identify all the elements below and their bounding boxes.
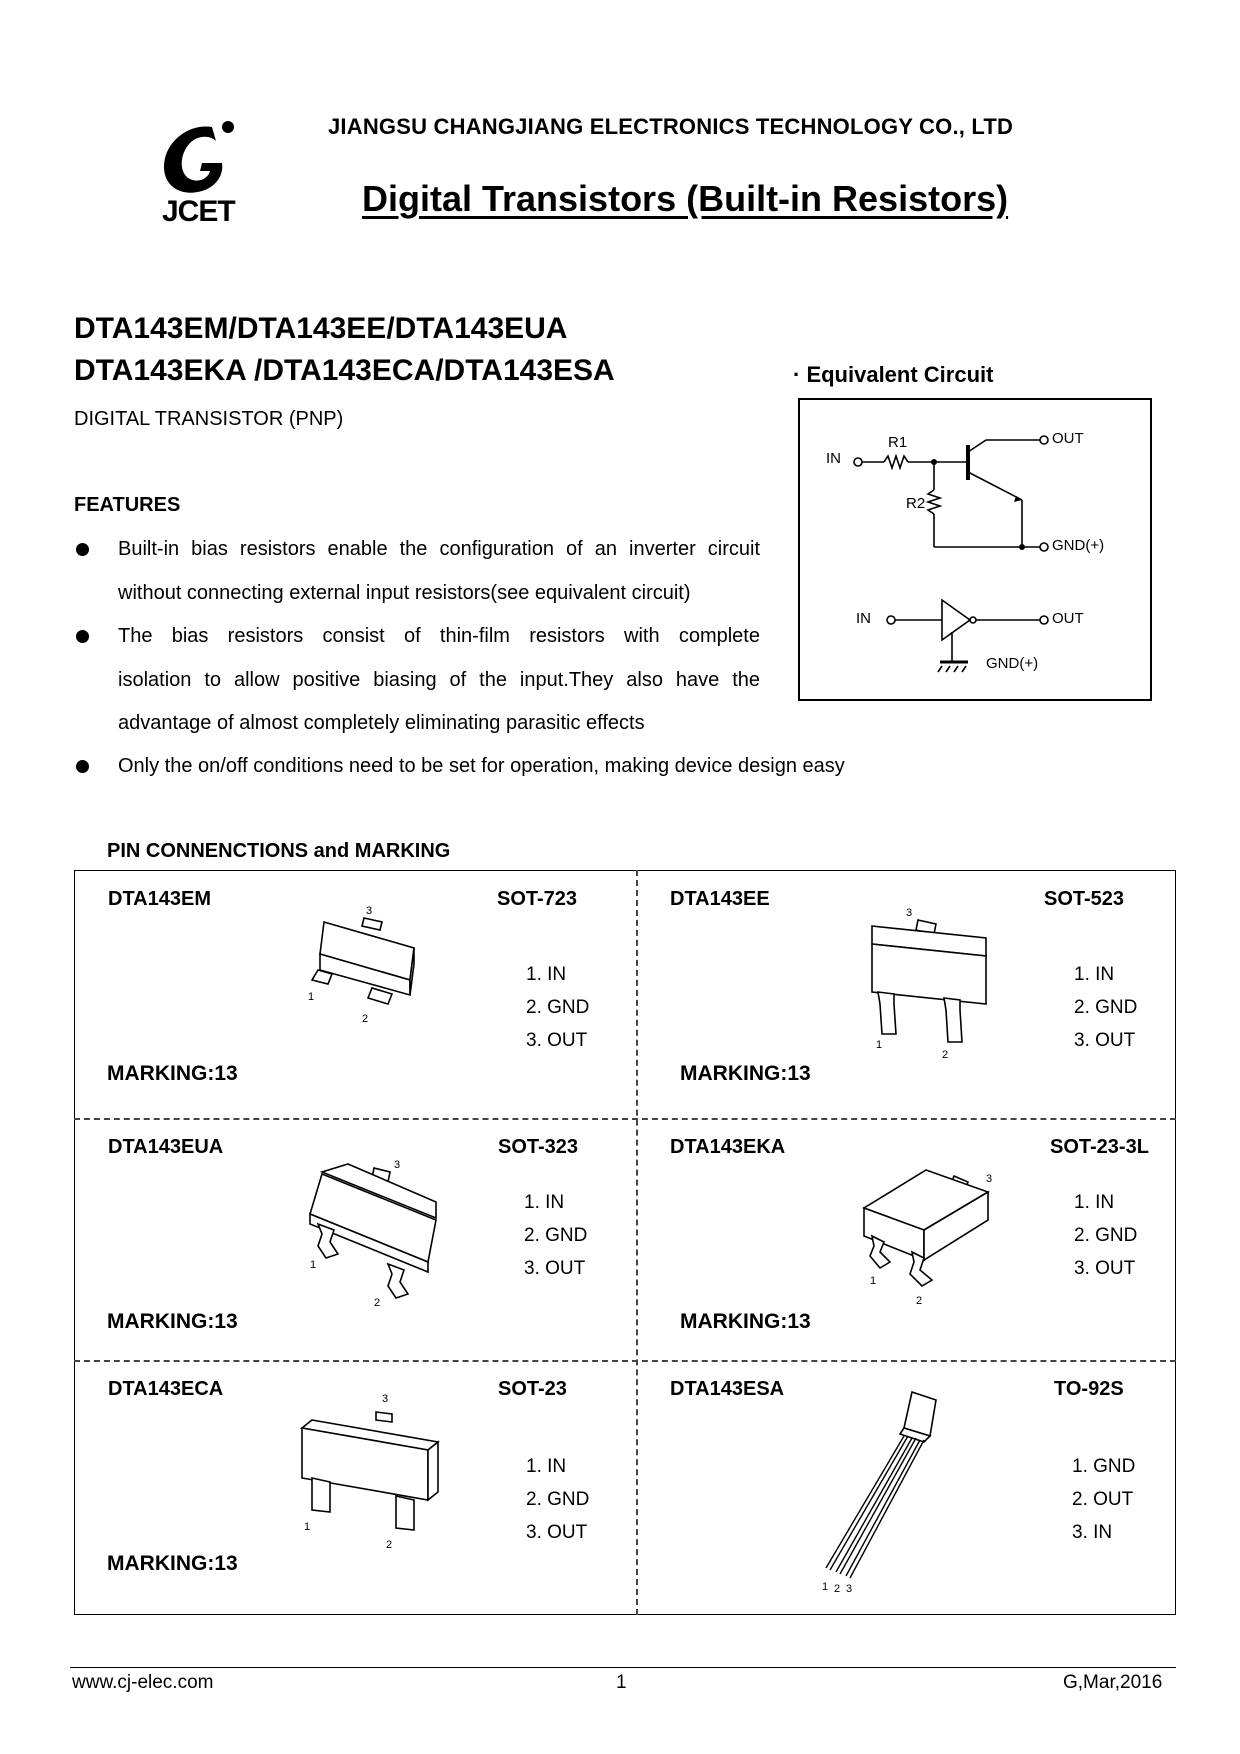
- pin-cell-dta143em: [74, 870, 624, 1110]
- features-heading: FEATURES: [74, 494, 181, 516]
- marking-code: MARKING:13: [680, 1310, 811, 1333]
- pin-connections-heading: PIN CONNENCTIONS and MARKING: [107, 840, 451, 862]
- to92s-package-icon: [816, 1388, 946, 1598]
- footer-website-link[interactable]: www.cj-elec.com: [72, 1672, 214, 1693]
- pin-1: 1. IN: [1074, 1192, 1115, 1213]
- sot23-package-icon: [268, 1382, 458, 1552]
- pin-1: 1. IN: [526, 1456, 567, 1477]
- svg-text:2: 2: [834, 1583, 841, 1595]
- pin-list: [526, 1450, 589, 1549]
- footer-divider: [70, 1667, 1176, 1668]
- bullet-icon: [76, 630, 89, 643]
- feature-line: The bias resistors consist of thin-film resistors with complete: [118, 625, 760, 647]
- inverter-in-label: IN: [856, 610, 871, 627]
- svg-text:1: 1: [308, 991, 315, 1003]
- pin-list: [1074, 958, 1137, 1057]
- pin-1: 1. IN: [524, 1192, 565, 1213]
- feature-item: [74, 528, 1004, 616]
- pin-3: 3. OUT: [524, 1258, 586, 1279]
- document-title: Digital Transistors (Built-in Resistors): [362, 178, 1009, 219]
- pin-cell-dta143eka: [636, 1118, 1186, 1358]
- jcet-logo: [150, 105, 270, 230]
- part-number: DTA143EUA: [108, 1136, 224, 1158]
- svg-text:1: 1: [304, 1521, 311, 1533]
- sot23-3l-package-icon: [836, 1138, 1016, 1308]
- sot323-package-icon: [278, 1138, 448, 1308]
- svg-text:3: 3: [846, 1583, 853, 1595]
- marking-code: MARKING:13: [107, 1552, 238, 1575]
- svg-text:3: 3: [394, 1159, 401, 1171]
- pin-2: 2. GND: [524, 1225, 588, 1246]
- feature-line: Only the on/off conditions need to be set for operation, making device design easy: [118, 755, 845, 777]
- feature-item: [74, 745, 1004, 789]
- svg-text:3: 3: [986, 1173, 993, 1185]
- feature-line: isolation to allow positive biasing of the input.They also have the: [118, 668, 760, 691]
- pin-cell-dta143eua: [74, 1118, 624, 1358]
- pin-cell-dta143esa: [636, 1360, 1186, 1600]
- feature-line: advantage of almost completely eliminating parasitic effects: [118, 712, 645, 734]
- svg-text:1: 1: [822, 1581, 829, 1593]
- package-name: SOT-323: [498, 1136, 579, 1158]
- pin-3: 3. OUT: [526, 1522, 588, 1543]
- feature-item: [74, 615, 1004, 747]
- pin-2: 2. GND: [1074, 997, 1138, 1018]
- pin-3: 3. OUT: [526, 1030, 588, 1051]
- pin-2: 2. GND: [526, 1489, 590, 1510]
- pin-2: 2. OUT: [1072, 1489, 1134, 1510]
- part-number: DTA143EKA: [670, 1136, 786, 1158]
- part-number: DTA143EE: [670, 888, 770, 910]
- pin-cell-dta143eca: [74, 1360, 624, 1600]
- svg-text:3: 3: [382, 1393, 389, 1405]
- page-number: 1: [616, 1672, 627, 1693]
- marking-code: MARKING:13: [107, 1310, 238, 1333]
- pin-3: 3. IN: [1072, 1522, 1113, 1543]
- svg-text:2: 2: [374, 1297, 381, 1308]
- product-subtitle: DIGITAL TRANSISTOR (PNP): [74, 408, 344, 430]
- equivalent-circuit-label: · Equivalent Circuit: [793, 362, 994, 387]
- pin-2: 2. GND: [1074, 1225, 1138, 1246]
- pin-list: [526, 958, 589, 1057]
- pin-1: 1. IN: [1074, 964, 1115, 985]
- svg-text:2: 2: [386, 1539, 393, 1551]
- company-name: JIANGSU CHANGJIANG ELECTRONICS TECHNOLOGY CO., LTD: [328, 114, 1014, 139]
- sot523-package-icon: [836, 900, 1006, 1070]
- circuit-r1-label: R1: [888, 434, 908, 451]
- pin-1: 1. IN: [526, 964, 567, 985]
- part-numbers-line-1: DTA143EM/DTA143EE/DTA143EUA: [74, 312, 568, 345]
- svg-text:2: 2: [916, 1295, 923, 1307]
- package-name: TO-92S: [1054, 1378, 1124, 1400]
- feature-line: Built-in bias resistors enable the configuration of an inverter circuit: [118, 538, 760, 560]
- pin-list: [524, 1186, 587, 1285]
- feature-line: without connecting external input resistors(see equivalent circuit): [118, 581, 691, 604]
- pin-3: 3. OUT: [1074, 1258, 1136, 1279]
- svg-text:2: 2: [942, 1049, 949, 1061]
- bullet-icon: [76, 543, 89, 556]
- package-name: SOT-723: [497, 888, 578, 910]
- svg-text:1: 1: [876, 1039, 883, 1051]
- package-name: SOT-523: [1044, 888, 1125, 910]
- package-name: SOT-23: [498, 1378, 567, 1400]
- part-numbers-line-2: DTA143EKA /DTA143ECA/DTA143ESA: [74, 354, 615, 387]
- svg-text:3: 3: [906, 907, 913, 919]
- svg-text:1: 1: [310, 1259, 317, 1271]
- pin-list: [1072, 1450, 1135, 1549]
- inverter-out-label: OUT: [1052, 610, 1084, 627]
- part-number: DTA143ESA: [670, 1378, 785, 1400]
- sot723-package-icon: [284, 900, 444, 1050]
- marking-code: MARKING:13: [680, 1062, 811, 1085]
- pin-1: 1. GND: [1072, 1456, 1136, 1477]
- logo-text: JCET: [162, 195, 235, 228]
- pin-2: 2. GND: [526, 997, 590, 1018]
- revision-date: G,Mar,2016: [1063, 1672, 1163, 1693]
- bullet-icon: [76, 760, 89, 773]
- pin-list: [1074, 1186, 1137, 1285]
- pin-cell-dta143ee: [636, 870, 1186, 1110]
- package-name: SOT-23-3L: [1050, 1136, 1149, 1158]
- circuit-gnd-label: GND(+): [1052, 537, 1105, 554]
- circuit-in-label: IN: [826, 450, 841, 467]
- svg-text:2: 2: [362, 1013, 369, 1025]
- marking-code: MARKING:13: [107, 1062, 238, 1085]
- circuit-r2-label: R2: [906, 495, 926, 512]
- svg-text:1: 1: [870, 1275, 877, 1287]
- part-number: DTA143EM: [108, 888, 211, 910]
- part-number: DTA143ECA: [108, 1378, 224, 1400]
- pin-3: 3. OUT: [1074, 1030, 1136, 1051]
- circuit-out-label: OUT: [1052, 430, 1084, 447]
- pin3-label: 3: [366, 905, 373, 917]
- inverter-gnd-label: GND(+): [986, 655, 1039, 672]
